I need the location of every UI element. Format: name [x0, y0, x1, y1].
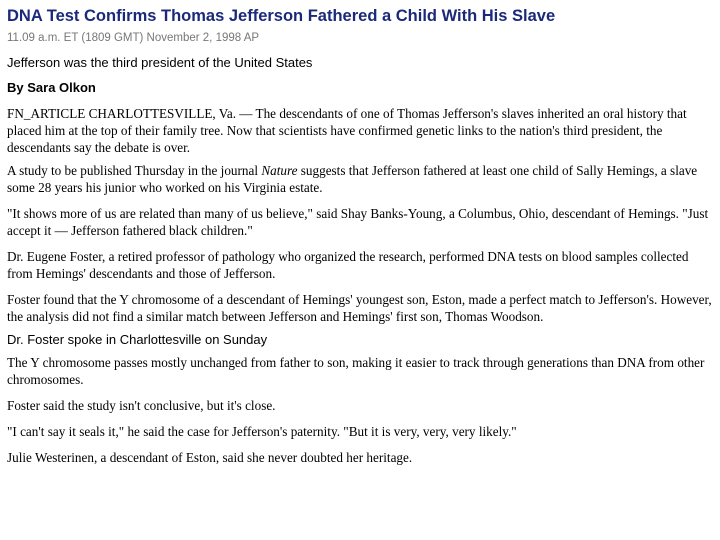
paragraph-2-text-end: suggests that Jefferson fathered at least one child of Sally Hemings, a slave some 28 years his junior who worked on his Virginia estate. — [7, 163, 698, 195]
article-paragraph-7: The Y chromosome passes mostly unchanged from father to son, making it easier to track through generations than DNA from other chromosomes. — [7, 355, 705, 387]
article-paragraph-3: "It shows more of us are related than many of us believe," said Shay Banks-Young, a Columbus, Ohio, descendant of Hemings. "Just accept it — Jefferson fathered black children." — [7, 206, 709, 238]
article-photo-caption: Dr. Foster spoke in Charlottesville on Sunday — [7, 332, 268, 347]
article-paragraph-9: "I can't say it seals it," he said the case for Jefferson's paternity. "But it is very, very, very likely." — [7, 424, 517, 439]
article-paragraph-2 — [7, 162, 713, 196]
article-paragraph-4: Dr. Eugene Foster, a retired professor of pathology who organized the research, performed DNA tests on blood samples collected from Hemings' descendants and those of Jefferson. — [7, 249, 689, 281]
article-paragraph-1: FN_ARTICLE CHARLOTTESVILLE, Va. — The descendants of one of Thomas Jefferson's slaves inherited an oral history that placed him at the top of their family tree. Now that scientists have confirmed genetic links to the nation's third president, the descendants say the debate is over. — [7, 106, 687, 155]
article-subhead: Jefferson was the third president of the United States — [7, 55, 313, 70]
article-paragraph-10: Julie Westerinen, a descendant of Eston, said she never doubted her heritage. — [7, 450, 413, 465]
paragraph-2-text-start: A study to be published Thursday in the journal — [7, 163, 262, 178]
article-headline: DNA Test Confirms Thomas Jefferson Fathered a Child With His Slave — [7, 7, 556, 25]
article-page — [7, 6, 713, 466]
article-dateline: 11.09 a.m. ET (1809 GMT) November 2, 1998 AP — [7, 32, 260, 44]
article-paragraph-8: Foster said the study isn't conclusive, but it's close. — [7, 398, 276, 413]
article-byline: By Sara Olkon — [7, 80, 96, 95]
journal-name: Nature — [261, 163, 298, 178]
article-paragraph-5: Foster found that the Y chromosome of a descendant of Hemings' youngest son, Eston, made a perfect match to Jefferson's. However, the analysis did not find a similar match between Jefferson and Hemings' first son, Thomas Woodson. — [7, 292, 712, 324]
